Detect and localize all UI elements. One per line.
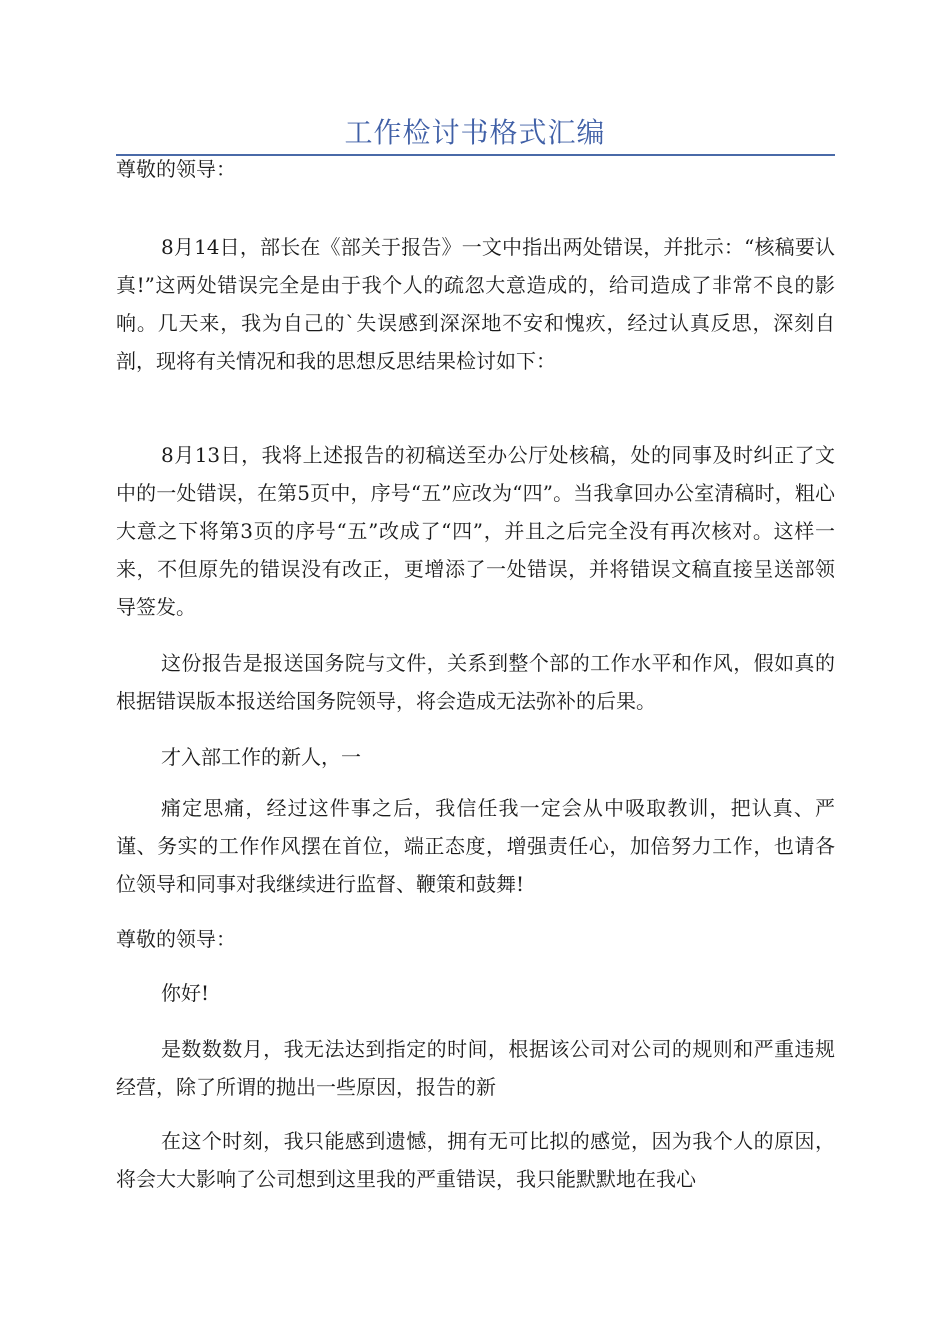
paragraph: 在这个时刻，我只能感到遗憾，拥有无可比拟的感觉，因为我个人的原因，将会大大影响了公司想到这里我的严重错误，我只能默默地在我心: [116, 1129, 835, 1191]
paragraph: 这份报告是报送国务院与文件，关系到整个部的工作水平和作风，假如真的根据错误版本报送给国务院领导，将会造成无法弥补的后果。: [116, 651, 835, 713]
salutation: 尊敬的领导：: [116, 157, 236, 181]
greeting: 你好!: [161, 981, 210, 1005]
paragraph: 才入部工作的新人，一: [161, 745, 361, 769]
paragraph: 8月13日，我将上述报告的初稿送至办公厅处核稿，处的同事及时纠正了文中的一处错误，在第5页中，序号“五”应改为“四”。当我拿回办公室清稿时，粗心大意之下将第3页的序号“五”改成了“四”，并且之后完全没有再次核对。这样一来，不但原先的错误没有改正，更增添了一处错误，并将错误文稿直接呈送部领导签发。: [116, 443, 835, 619]
paragraph: 痛定思痛，经过这件事之后，我信任我一定会从中吸取教训，把认真、严谨、务实的工作作风摆在首位，端正态度，增强责任心，加倍努力工作，也请各位领导和同事对我继续进行监督、鞭策和鼓舞!: [116, 796, 835, 896]
paragraph: 是数数数月，我无法达到指定的时间，根据该公司对公司的规则和严重违规经营，除了所谓的抛出一些原因，报告的新: [116, 1037, 835, 1099]
salutation: 尊敬的领导：: [116, 927, 236, 951]
paragraph: 8月14日，部长在《部关于报告》一文中指出两处错误，并批示：“核稿要认真!”这两处错误完全是由于我个人的疏忽大意造成的，给司造成了非常不良的影响。几天来，我为自己的`失误感到深深地不安和愧疚，经过认真反思，深刻自剖，现将有关情况和我的思想反思结果检讨如下：: [116, 235, 835, 373]
document-title: 工作检讨书格式汇编: [344, 116, 606, 149]
